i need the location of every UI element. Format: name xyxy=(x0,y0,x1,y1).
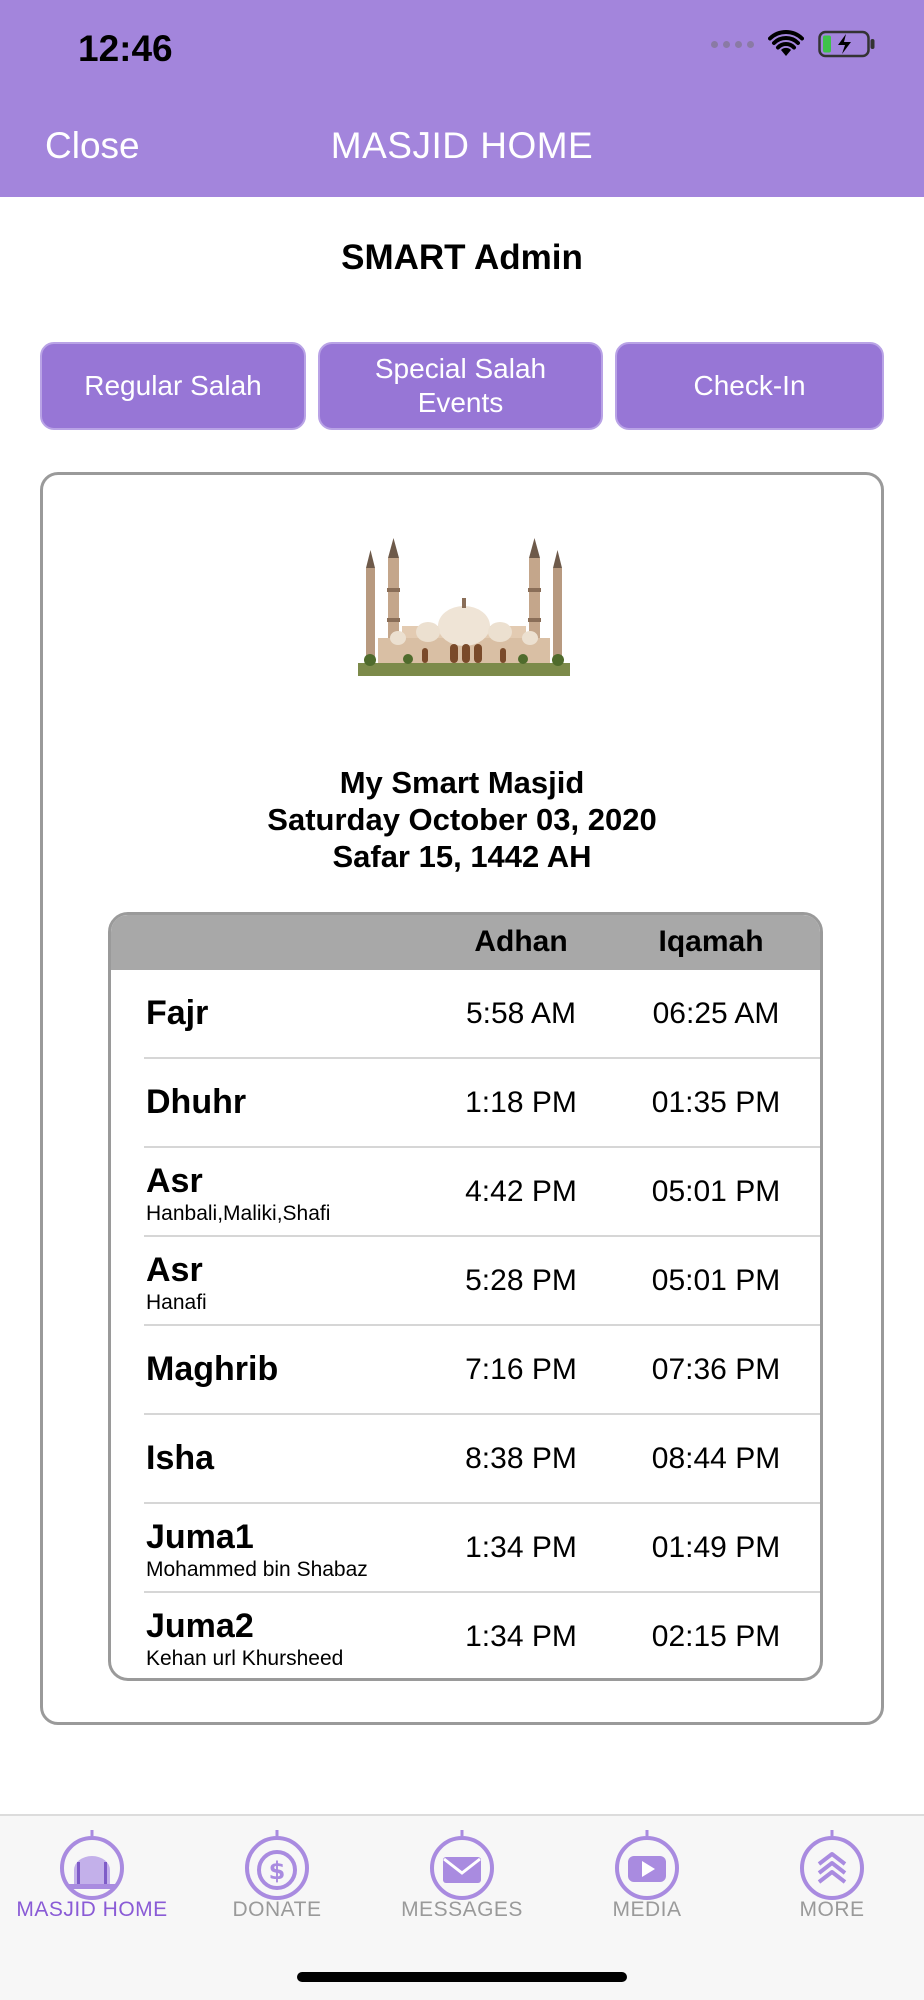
table-row xyxy=(111,1326,820,1415)
adhan-time: 5:28 PM xyxy=(465,1264,577,1297)
table-row xyxy=(111,1059,820,1148)
svg-text:$: $ xyxy=(268,1857,286,1885)
imam-name: Kehan url Khursheed xyxy=(146,1647,344,1670)
table-row xyxy=(111,1237,820,1326)
header-bar xyxy=(0,0,924,197)
prayer-name: Maghrib xyxy=(146,1350,279,1388)
prayer-name: Juma1 xyxy=(146,1518,254,1556)
prayer-name: Asr xyxy=(146,1162,203,1200)
nav-label: MESSAGES xyxy=(401,1898,523,1921)
hijri-date: Safar 15, 1442 AH xyxy=(332,839,592,874)
table-header xyxy=(111,915,820,970)
table-row xyxy=(111,1593,820,1681)
regular-salah-button[interactable]: Regular Salah xyxy=(40,342,306,430)
status-icons xyxy=(711,30,876,58)
iqamah-time: 06:25 AM xyxy=(652,997,780,1030)
nav-tab-masjid-home[interactable] xyxy=(0,1816,184,1936)
iqamah-time: 01:35 PM xyxy=(651,1086,781,1119)
check-in-button[interactable]: Check-In xyxy=(615,342,884,430)
table-row xyxy=(111,1504,820,1593)
nav-label: DONATE xyxy=(232,1898,322,1921)
adhan-time: 8:38 PM xyxy=(465,1442,577,1475)
signal-icon xyxy=(711,41,754,48)
prayer-madhhab: Hanbali,Maliki,Shafi xyxy=(146,1202,331,1225)
close-button[interactable]: Close xyxy=(45,125,140,166)
adhan-time: 7:16 PM xyxy=(465,1353,577,1386)
iqamah-time: 08:44 PM xyxy=(651,1442,781,1475)
masjid-name: My Smart Masjid xyxy=(339,765,585,800)
table-row xyxy=(111,1148,820,1237)
table-row xyxy=(111,970,820,1059)
nav-tab-messages[interactable] xyxy=(370,1816,554,1936)
iqamah-column-header: Iqamah xyxy=(658,925,764,958)
prayer-madhhab: Hanafi xyxy=(146,1291,207,1314)
envelope-icon xyxy=(425,1826,499,1900)
masjid-info xyxy=(0,764,924,875)
admin-title: SMART Admin xyxy=(341,238,583,277)
imam-name: Mohammed bin Shabaz xyxy=(146,1558,368,1581)
prayer-times-table xyxy=(108,912,823,1681)
play-icon xyxy=(610,1826,684,1900)
status-time: 12:46 xyxy=(78,28,173,69)
page-title: MASJID HOME xyxy=(330,125,594,166)
nav-label: MORE xyxy=(799,1898,865,1921)
adhan-column-header: Adhan xyxy=(474,925,568,958)
iqamah-time: 07:36 PM xyxy=(651,1353,781,1386)
table-row xyxy=(111,1415,820,1504)
wifi-icon xyxy=(768,30,804,58)
prayer-name: Isha xyxy=(146,1439,215,1477)
battery-icon xyxy=(818,30,876,58)
mosque-image xyxy=(358,538,570,676)
prayer-name: Juma2 xyxy=(146,1607,254,1645)
chevrons-up-icon xyxy=(795,1826,869,1900)
nav-tab-donate[interactable] xyxy=(185,1816,369,1936)
nav-tab-media[interactable] xyxy=(555,1816,739,1936)
dollar-icon xyxy=(240,1826,314,1900)
nav-tab-more[interactable] xyxy=(740,1816,924,1936)
adhan-time: 1:18 PM xyxy=(465,1086,577,1119)
gregorian-date: Saturday October 03, 2020 xyxy=(267,802,657,837)
prayer-name: Asr xyxy=(146,1251,203,1289)
adhan-time: 1:34 PM xyxy=(465,1531,577,1564)
special-salah-events-button[interactable] xyxy=(318,342,603,430)
iqamah-time: 05:01 PM xyxy=(651,1264,781,1297)
nav-label: MASJID HOME xyxy=(16,1898,168,1921)
home-indicator xyxy=(297,1972,627,1982)
iqamah-time: 01:49 PM xyxy=(651,1531,781,1564)
prayer-name: Fajr xyxy=(146,994,209,1032)
adhan-time: 5:58 AM xyxy=(465,997,577,1030)
iqamah-time: 02:15 PM xyxy=(651,1620,781,1653)
adhan-time: 1:34 PM xyxy=(465,1620,577,1653)
mosque-icon xyxy=(55,1826,129,1900)
special-salah-events-label: Special Salah Events xyxy=(374,353,547,418)
prayer-name: Dhuhr xyxy=(146,1083,247,1121)
nav-label: MEDIA xyxy=(612,1898,682,1921)
adhan-time: 4:42 PM xyxy=(465,1175,577,1208)
iqamah-time: 05:01 PM xyxy=(651,1175,781,1208)
